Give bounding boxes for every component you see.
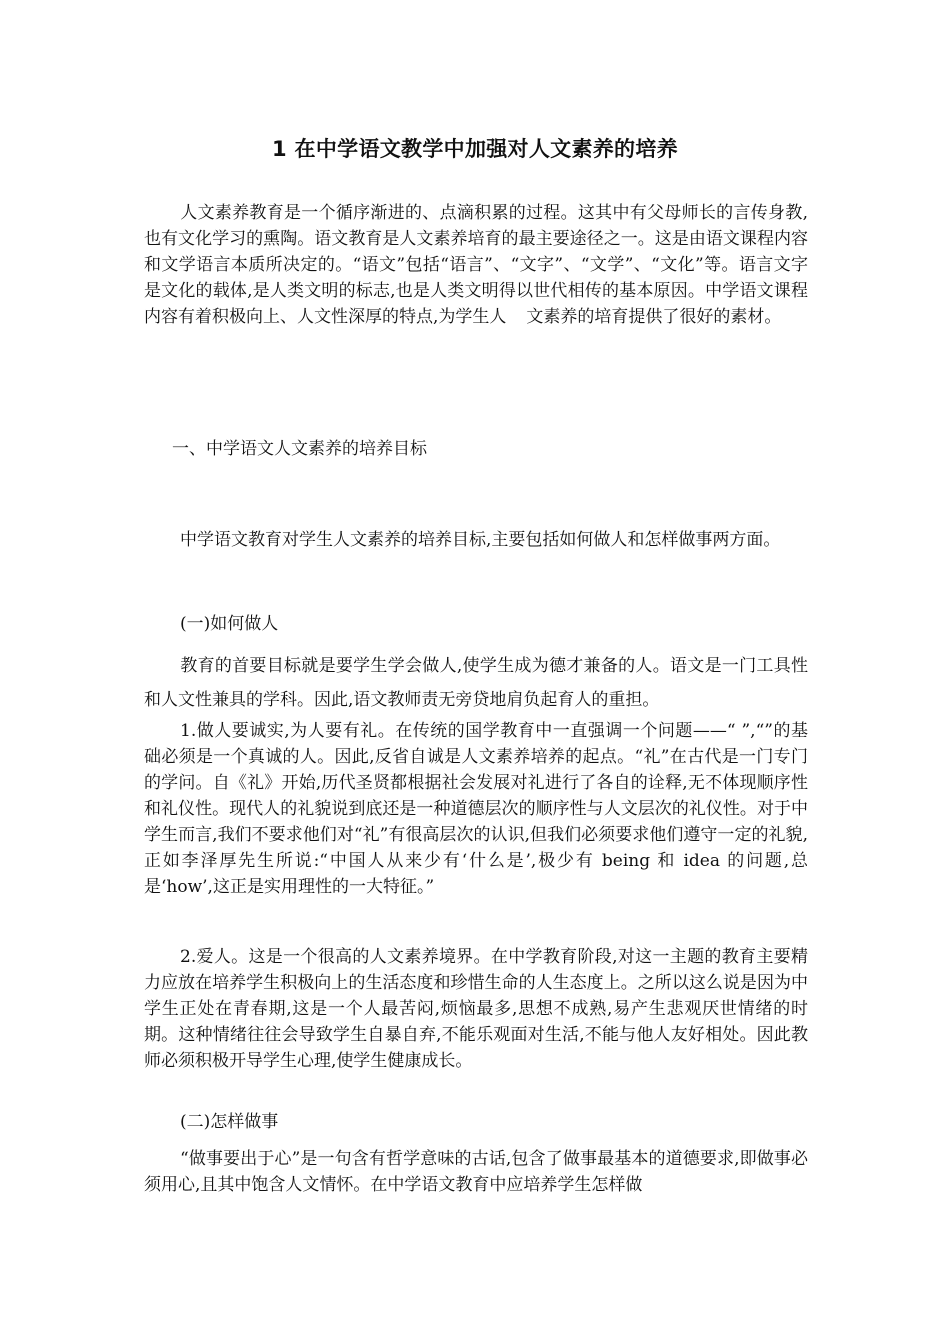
intro-text-part1: 人文素养教育是一个循序渐进的、点滴积累的过程。这其中有父母师长的言传身教,也有文化学习的熏陶。语文教育是人文素养培育的最主要途径之一。这是由语文课程内容和文学语言本质所决定的。“语文”包括“语言”、“文字”、“文学”、“文化”等。语言文字是文化的载体,是人类文明的标志,也是人类文明得以世代相传的基本原因。中学语文课程内容有着积极向上、人文性深厚的特点,为学生人 <box>144 203 808 327</box>
point2-text: 2.爱人。这是一个很高的人文素养境界。在中学教育阶段,对这一主题的教育主要精力应放在培养学生积极向上的生活态度和珍惜生命的人生态度上。之所以这么说是因为中学生正处在青春期,这是一个人最苦闷,烦恼最多,思想不成熟,易产生悲观厌世情绪的时期。这种情绪往往会导致学生自暴自弃,不能乐观面对生活,不能与他人友好相处。因此教师必须积极开导学生心理,使学生健康成长。 <box>144 947 808 1071</box>
subsection1-paragraph <box>144 649 808 717</box>
subsection1-heading: (一)如何做人 <box>180 614 279 634</box>
point1-paragraph <box>144 718 808 900</box>
subsection2-text: “做事要出于心”是一句含有哲学意味的古话,包含了做事最基本的道德要求,即做事必须用心,且其中饱含人文情怀。在中学语文教育中应培养学生怎样做 <box>144 1149 808 1195</box>
document-title: 1 在中学语文教学中加强对人文素养的培养 <box>272 137 678 161</box>
point1-text: 1.做人要诚实,为人要有礼。在传统的国学教育中一直强调一个问题——“ ”,“”的基础必须是一个真诚的人。因此,反省自诚是人文素养培养的起点。“礼”在古代是一门专门的学问。自《礼》开始,历代圣贤都根据社会发展对礼进行了各自的诠释,无不体现顺序性和礼仪性。现代人的礼貌说到底还是一种道德层次的顺序性与人文层次的礼仪性。对于中学生而言,我们不要求他们对“礼”有很高层次的认识,但我们必须要求他们遵守一定的礼貌,正如李泽厚先生所说:“中国人从来少有‘什么是’,极少有 being 和 idea 的问题,总是‘how’,这正是实用理性的一大特征。” <box>144 721 808 897</box>
subsection1-text: 教育的首要目标就是要学生学会做人,使学生成为德才兼备的人。语文是一门工具性和人文性兼具的学科。因此,语文教师责无旁贷地肩负起育人的重担。 <box>144 656 808 710</box>
intro-text-part2: 文素养的培育提供了很好的素材。 <box>526 307 782 327</box>
section1-paragraph <box>144 522 808 558</box>
section1-text: 中学语文教育对学生人文素养的培养目标,主要包括如何做人和怎样做事两方面。 <box>180 530 781 550</box>
section1-heading: 一、中学语文人文素养的培养目标 <box>172 439 427 459</box>
point2-paragraph <box>144 944 808 1074</box>
subsection2-paragraph <box>144 1146 808 1198</box>
subsection2-heading: (二)怎样做事 <box>180 1112 279 1132</box>
intro-paragraph <box>144 200 808 330</box>
